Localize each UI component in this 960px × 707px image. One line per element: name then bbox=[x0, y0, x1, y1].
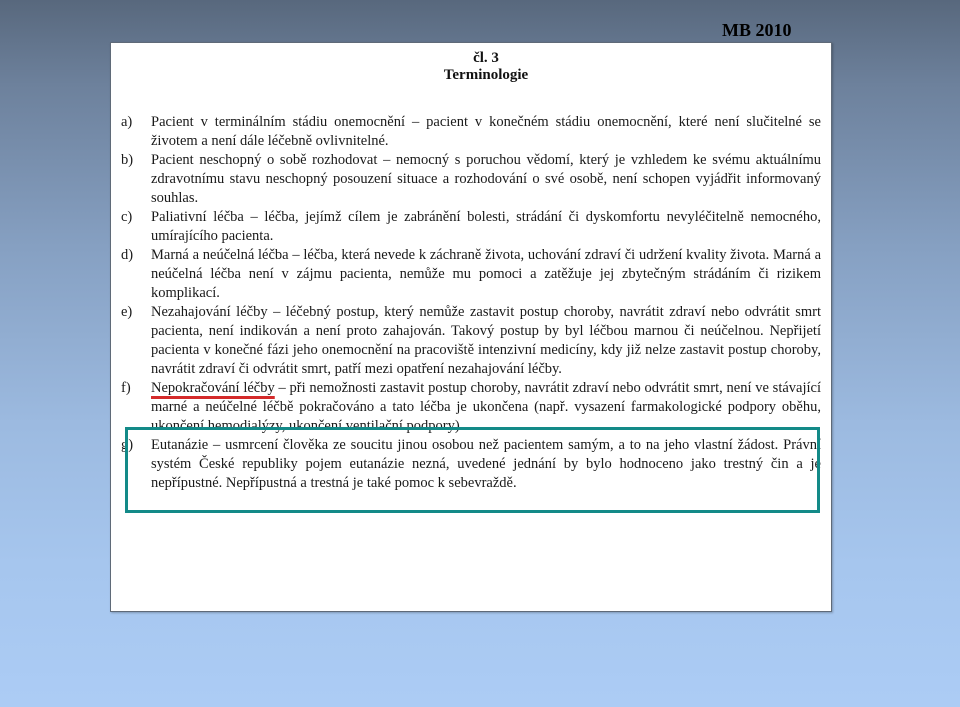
document-page bbox=[110, 42, 832, 612]
item-definition: – usmrcení člověka ze soucitu jinou osobou než pacientem samým, a to na jeho vlastní žádost. Právní systém České republiky pojem eutanázie nezná, uvedené jednání by bylo hodnoceno jako trestný čin a je nepřípustné. Nepřípustná a trestná je také pomoc k sebevraždě. bbox=[151, 437, 821, 491]
item-definition: – léčba, která nevede k záchraně života, uchování zdraví či udržení kvality života. Marná a neúčelná léčba není v zájmu pacienta, nemůže mu pomoci a zatěžuje jej zbytečným strádáním či rizikem komplikací. bbox=[151, 247, 822, 301]
item-definition: – léčba, jejímž cílem je zabránění bolesti, strádání či dyskomfortu nevyléčitelně nemocného, umírajícího pacienta. bbox=[151, 209, 821, 244]
item-term: Pacient v terminálním stádiu onemocnění bbox=[151, 114, 406, 130]
item-definition: – léčebný postup, který nemůže zastavit postup choroby, navrátit zdraví nebo odvrátit smrt pacienta, není indikován a není proto zahajován. Takový postup by byl léčbou marnou či neúčelnou. Nepřijetí pacienta v konečné fázi jeho onemocnění na pracoviště intenzivní medicíny, kdy již nelze zastavit postup choroby, navrátit zdraví či odvrátit smrt, patří mezi opatření nezahajování léčby. bbox=[151, 304, 822, 377]
item-body bbox=[151, 246, 821, 303]
item-letter: g) bbox=[121, 437, 134, 453]
item-letter: b) bbox=[121, 152, 134, 168]
definition-item-f bbox=[121, 379, 821, 436]
item-term: Eutanázie bbox=[151, 437, 209, 453]
definition-list bbox=[121, 113, 821, 493]
item-letter: f) bbox=[121, 380, 131, 396]
item-term: Paliativní léčba bbox=[151, 209, 244, 225]
article-number: čl. 3 bbox=[473, 50, 499, 66]
item-definition: – nemocný s poruchou vědomí, který je vzhledem ke svému aktuálnímu zdravotnímu stavu neschopný posouzení situace a rozhodování o své osobě, není schopen vyjádřit informovaný souhlas. bbox=[151, 152, 821, 206]
item-letter: e) bbox=[121, 304, 133, 320]
corner-label: MB 2010 bbox=[722, 20, 792, 40]
definition-item-e bbox=[121, 303, 821, 379]
definition-item-d bbox=[121, 246, 821, 303]
item-letter: a) bbox=[121, 114, 133, 130]
item-term: Nezahajování léčby bbox=[151, 304, 268, 320]
item-term: Pacient neschopný o sobě rozhodovat bbox=[151, 152, 378, 168]
definition-item-a bbox=[121, 113, 821, 151]
definition-item-c bbox=[121, 208, 821, 246]
item-letter: c) bbox=[121, 209, 133, 225]
definition-item-g bbox=[121, 436, 821, 493]
item-body bbox=[151, 113, 821, 151]
article-title: Terminologie bbox=[443, 67, 529, 83]
item-letter: d) bbox=[121, 247, 134, 263]
definition-item-b bbox=[121, 151, 821, 208]
item-body bbox=[151, 379, 821, 436]
item-body bbox=[151, 208, 821, 246]
highlighted-term: Nepokračování léčby bbox=[151, 380, 275, 396]
item-definition: – pacient v konečném stádiu onemocnění, které není slučitelné se životem a není dále léčebně ovlivnitelné. bbox=[151, 114, 821, 149]
item-body bbox=[151, 151, 821, 208]
item-body bbox=[151, 436, 821, 493]
article-header bbox=[111, 43, 831, 84]
item-definition: – při nemožnosti zastavit postup choroby, navrátit zdraví nebo odvrátit smrt, není ve stávající marné a neúčelné léčbě pokračováno a tato léčba je ukončena (např. vysazení farmakologické podpory oběhu, ukončení hemodialýzy, ukončení ventilační podpory). bbox=[151, 380, 821, 434]
item-body bbox=[151, 303, 821, 379]
item-term: Marná a neúčelná léčba bbox=[151, 247, 289, 263]
